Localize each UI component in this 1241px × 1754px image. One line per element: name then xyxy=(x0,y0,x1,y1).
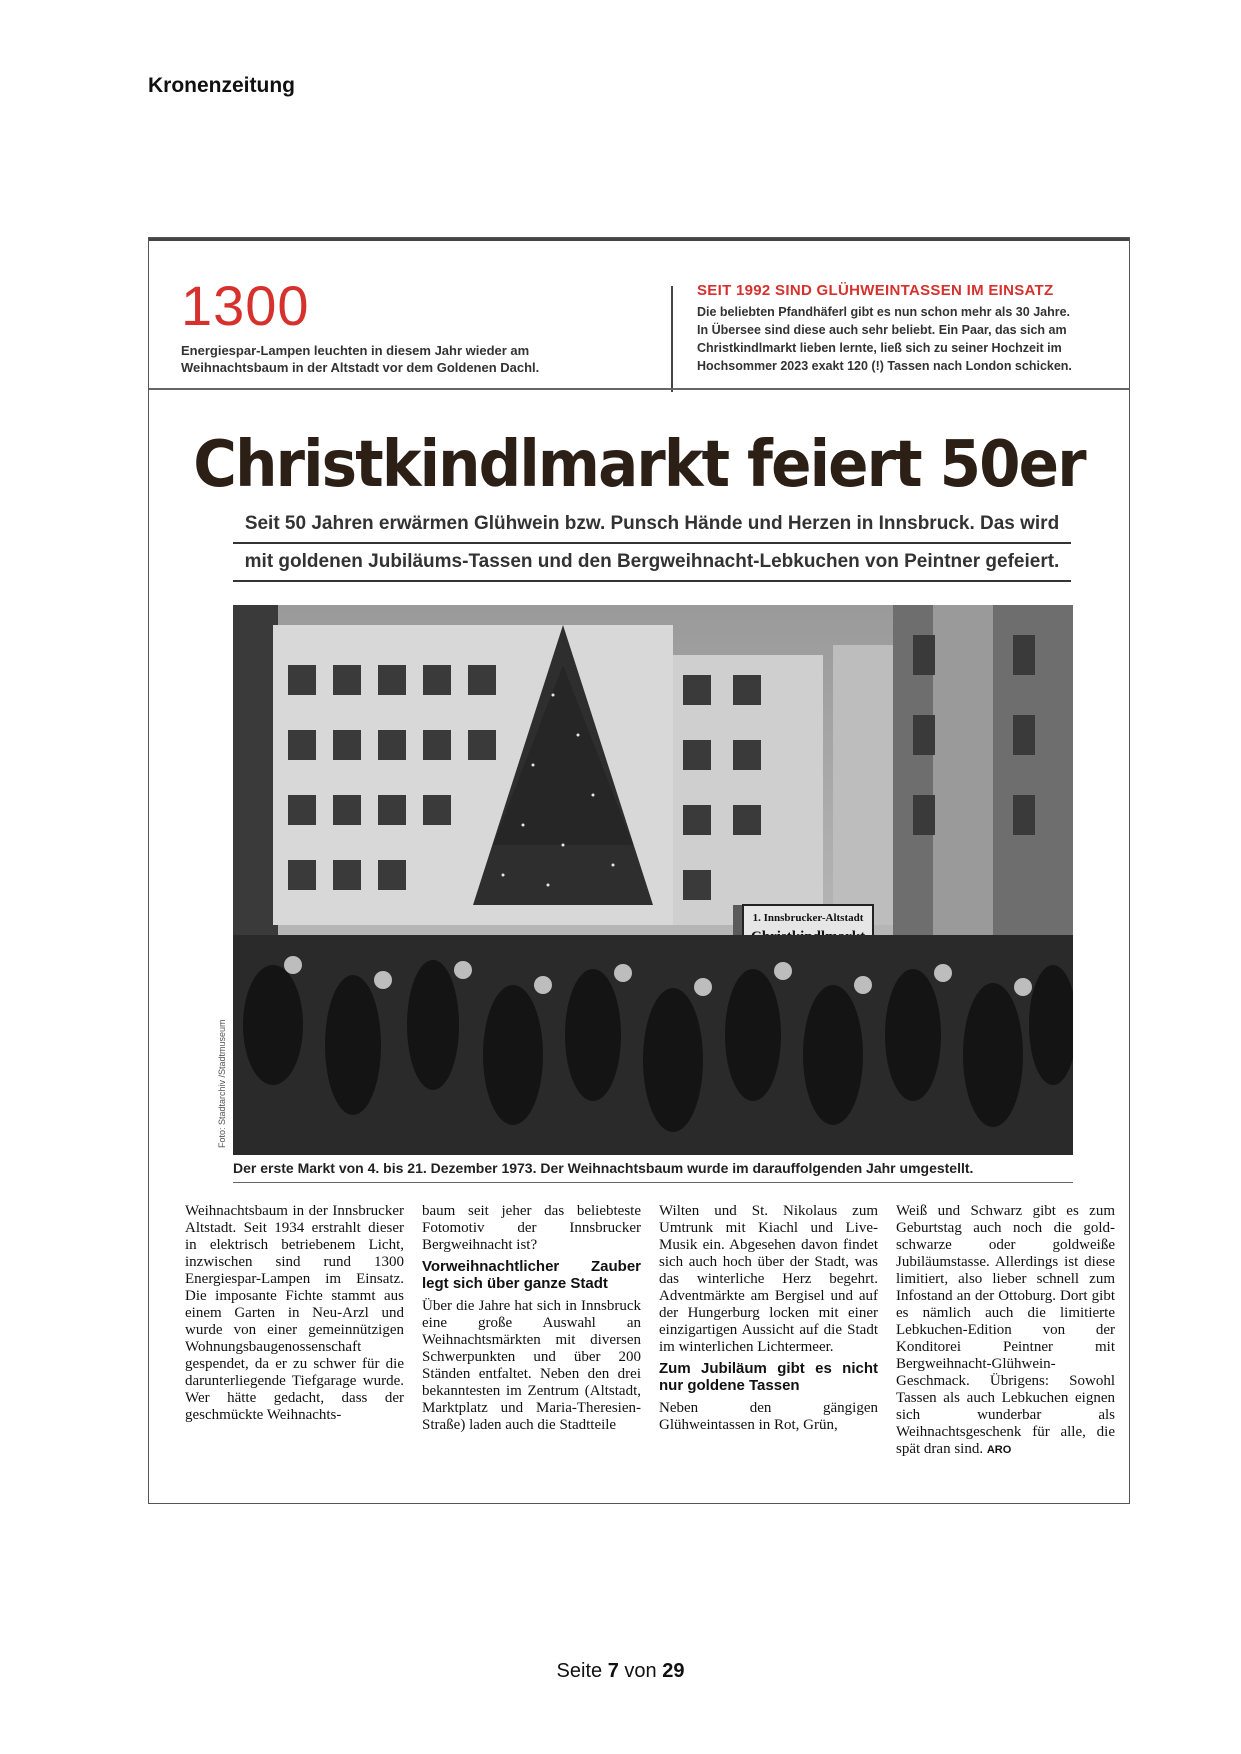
page-footer xyxy=(0,1660,1241,1683)
body-text: Weiß und Schwarz gibt es zum Geburtstag auch noch die gold-schwarze oder goldweiße Jubiläumstasse. Allerdings ist diese limitiert, also lieber schnell zum Infostand an der Ottoburg. Dort gibt es nämlich auch die limitierte Lebkuchen-Edition von der Konditorei Peintner mit Bergweihnacht-Glühwein-Geschmack. Übrigens: Sowohl Tassen als auch Lebkuchen eignen sich wunderbar als Weihnachtsgeschenk für alle, die spät dran sind. xyxy=(896,1203,1115,1457)
fact-box-lamps xyxy=(181,274,741,376)
fact-body-line: In Übersee sind diese auch sehr beliebt. Ein Paar, das sich am xyxy=(697,323,1067,337)
article-lead xyxy=(233,506,1071,582)
body-column-3 xyxy=(659,1203,878,1493)
body-paragraph xyxy=(896,1203,1115,1459)
body-column-4 xyxy=(896,1203,1115,1493)
article-headline: Christkindlmarkt feiert 50er xyxy=(193,428,1085,502)
body-paragraph: Über die Jahre hat sich in Innsbruck eine große Auswahl an Weihnachtsmärkten mit diversen Schwerpunkten und über 200 Ständen entfaltet. Neben den drei bekanntesten im Zentrum (Altstadt, Marktplatz und Maria-Theresien-Straße) laden auch die Stadtteile xyxy=(422,1298,641,1433)
body-column-1 xyxy=(185,1203,404,1493)
body-column-2 xyxy=(422,1203,641,1493)
fact-heading: SEIT 1992 SIND GLÜHWEINTASSEN IM EINSATZ xyxy=(697,282,1054,299)
market-photo xyxy=(233,605,1073,1155)
author-initials: ARO xyxy=(986,1444,1012,1456)
lead-line: mit goldenen Jubiläums-Tassen und den Bergweihnacht-Lebkuchen von Peintner gefeiert. xyxy=(233,544,1071,582)
body-paragraph: baum seit jeher das beliebteste Fotomotiv der Innsbrucker Bergweihnacht ist? xyxy=(422,1203,641,1253)
fact-body xyxy=(697,303,1117,375)
footer-page-number: 7 xyxy=(607,1660,619,1682)
body-paragraph: Wilten und St. Nikolaus zum Umtrunk mit Kiachl und Live-Musik ein. Abgesehen davon findet sich auch hoch über der Stadt, was das winterliche Herz begehrt. Adventmärkte am Bergisel und auf der Hungerburg locken mit einer einzigartigen Aussicht auf die Stadt im winterlichen Lichtermeer. xyxy=(659,1203,878,1355)
fact-body-line: Hochsommer 2023 exakt 120 (!) Tassen nach London schicken. xyxy=(697,359,1072,373)
fact-divider xyxy=(671,286,673,392)
fact-text-line: Weihnachtsbaum in der Altstadt vor dem Goldenen Dachl. xyxy=(181,360,540,375)
footer-prefix: Seite xyxy=(556,1660,603,1682)
body-paragraph: Weihnachtsbaum in der Innsbrucker Altstadt. Seit 1934 erstrahlt dieser in elektrisch betriebenem Licht, inzwischen sind rund 1300 Energiespar-Lampen im Einsatz. Die imposante Fichte stammt aus einem Garten in Neu-Arzl und wurde von einer gemeinnützigen Wohnungsbaugenossenschaft gespendet, da er zu schwer für die darunterliegende Tiefgarage wurde. Wer hätte gedacht, dass der geschmückte Weihnachts- xyxy=(185,1203,404,1423)
fact-section-rule xyxy=(149,388,1129,390)
newspaper-clipping xyxy=(148,237,1130,1504)
fact-number: 1300 xyxy=(181,274,310,337)
fact-body-line: Die beliebten Pfandhäferl gibt es nun schon mehr als 30 Jahre. xyxy=(697,305,1071,319)
photo-credit: Foto: Stadtarchiv /Stadtmuseum xyxy=(217,1019,227,1148)
lead-line: Seit 50 Jahren erwärmen Glühwein bzw. Punsch Hände und Herzen in Innsbruck. Das wird xyxy=(233,506,1071,544)
fact-text xyxy=(181,342,741,376)
photo-caption: Der erste Markt von 4. bis 21. Dezember 1973. Der Weihnachtsbaum wurde im darauffolgenden Jahr umgestellt. xyxy=(233,1160,1073,1183)
body-paragraph: Neben den gängigen Glühweintassen in Rot, Grün, xyxy=(659,1400,878,1433)
fact-body-line: Christkindlmarkt lieben lernte, ließ sich zu seiner Hochzeit im xyxy=(697,341,1062,355)
footer-page-total: 29 xyxy=(662,1660,685,1682)
sign-line-1: 1. Innsbrucker-Altstadt xyxy=(752,912,864,924)
footer-middle: von xyxy=(624,1660,657,1682)
market-photo-illustration xyxy=(233,605,1073,1155)
body-subhead: Vorweihnachtlicher Zauber legt sich über ganze Stadt xyxy=(422,1258,641,1292)
clipping-top-rule xyxy=(149,238,1129,241)
body-subhead: Zum Jubiläum gibt es nicht nur goldene Tassen xyxy=(659,1360,878,1394)
article-body xyxy=(185,1203,1115,1493)
fact-box-mugs xyxy=(697,282,1117,375)
newspaper-source: Kronenzeitung xyxy=(148,74,295,97)
fact-text-line: Energiespar-Lampen leuchten in diesem Jahr wieder am xyxy=(181,343,530,358)
